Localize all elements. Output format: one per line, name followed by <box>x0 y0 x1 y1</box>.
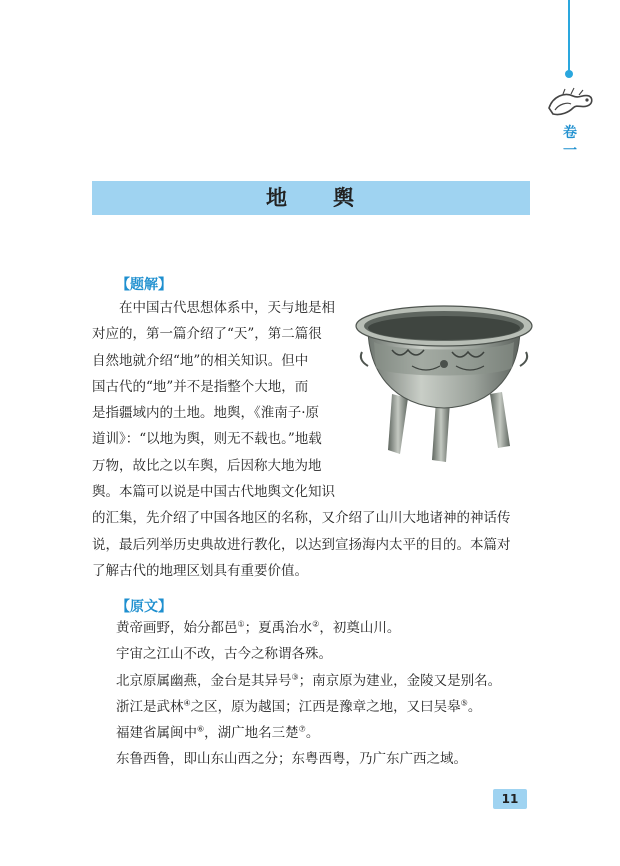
original-text-segment: ；夏禹治水 <box>244 620 313 636</box>
intro-line: 万物，故比之以车舆，后因称大地为地 <box>92 457 322 474</box>
original-text-segment: ，初奠山川。 <box>319 620 401 636</box>
sidebar-line <box>568 0 570 72</box>
volume-char-2: 一 <box>563 143 577 159</box>
intro-line: 了解古代的地理区划具有重要价值。 <box>92 562 308 579</box>
footnote-marker[interactable]: ① <box>237 619 245 629</box>
intro-label: 【题解】 <box>116 277 172 293</box>
original-line <box>116 720 501 746</box>
original-text-segment: 。 <box>305 725 320 742</box>
original-text-segment: 东鲁西鲁，即山东山西之分；东粤西粤，乃广东广西之域。 <box>116 751 467 768</box>
original-text-segment: ，湖广地名三楚 <box>204 725 299 742</box>
title-char-1: 地 <box>266 186 289 210</box>
footnote-marker[interactable]: ③ <box>291 672 299 682</box>
original-text-segment: 黄帝画野，始分都邑 <box>116 620 238 636</box>
original-text-segment: 浙江是武林 <box>116 698 184 715</box>
original-text-segment: 福建省属闽中 <box>116 725 197 742</box>
intro-line: 国古代的“地”并不是指整个大地，而 <box>92 378 309 395</box>
original-line <box>116 615 501 641</box>
title-char-2: 舆 <box>333 186 356 210</box>
volume-char-1: 卷 <box>563 125 577 141</box>
footnote-marker[interactable]: ⑥ <box>197 724 205 734</box>
original-line <box>116 641 501 667</box>
intro-line: 在中国古代思想体系中，天与地是相 <box>92 300 335 316</box>
intro-line: 的汇集，先介绍了中国各地区的名称，又介绍了山川大地诸神的神话传 <box>92 510 511 527</box>
intro-line: 对应的，第一篇介绍了“天”，第二篇很 <box>92 326 322 343</box>
sidebar-dot <box>565 70 573 78</box>
intro-line: 是指疆域内的土地。地舆，《淮南子·原 <box>92 405 320 422</box>
original-text-segment: 之区，原为越国；江西是豫章之地，又曰吴皋 <box>190 698 461 715</box>
footnote-marker[interactable]: ④ <box>183 698 191 708</box>
original-text-segment: ；南京原为建业，金陵又是别名。 <box>298 672 502 689</box>
original-line <box>116 668 501 694</box>
original-text-segment: 北京原属幽燕，金台是其异号 <box>116 672 292 689</box>
original-text <box>116 615 501 773</box>
page-number: 11 <box>493 789 527 809</box>
intro-line: 舆。本篇可以说是中国古代地舆文化知识 <box>92 484 335 501</box>
original-text-segment: 宇宙之江山不改，古今之称谓各殊。 <box>116 646 332 663</box>
volume-label <box>556 124 584 160</box>
original-line <box>116 746 501 772</box>
footnote-marker[interactable]: ⑦ <box>298 724 306 734</box>
chapter-title-bar <box>92 181 530 215</box>
original-line <box>116 694 501 720</box>
intro-line: 道训》：“以地为舆，则无不载也。”地载 <box>92 431 322 448</box>
footnote-marker[interactable]: ② <box>312 619 320 629</box>
dragon-emblem-icon <box>543 86 597 122</box>
intro-line: 自然地就介绍“地”的相关知识。但中 <box>92 352 309 369</box>
footnote-marker[interactable]: ⑤ <box>460 698 468 708</box>
original-text-segment: 。 <box>467 698 482 715</box>
chapter-title <box>92 181 530 215</box>
intro-line: 说，最后列举历史典故进行教化，以达到宣扬海内太平的目的。本篇对 <box>92 536 511 553</box>
original-label: 【原文】 <box>116 599 172 615</box>
bronze-ding-vessel-image <box>352 290 536 464</box>
